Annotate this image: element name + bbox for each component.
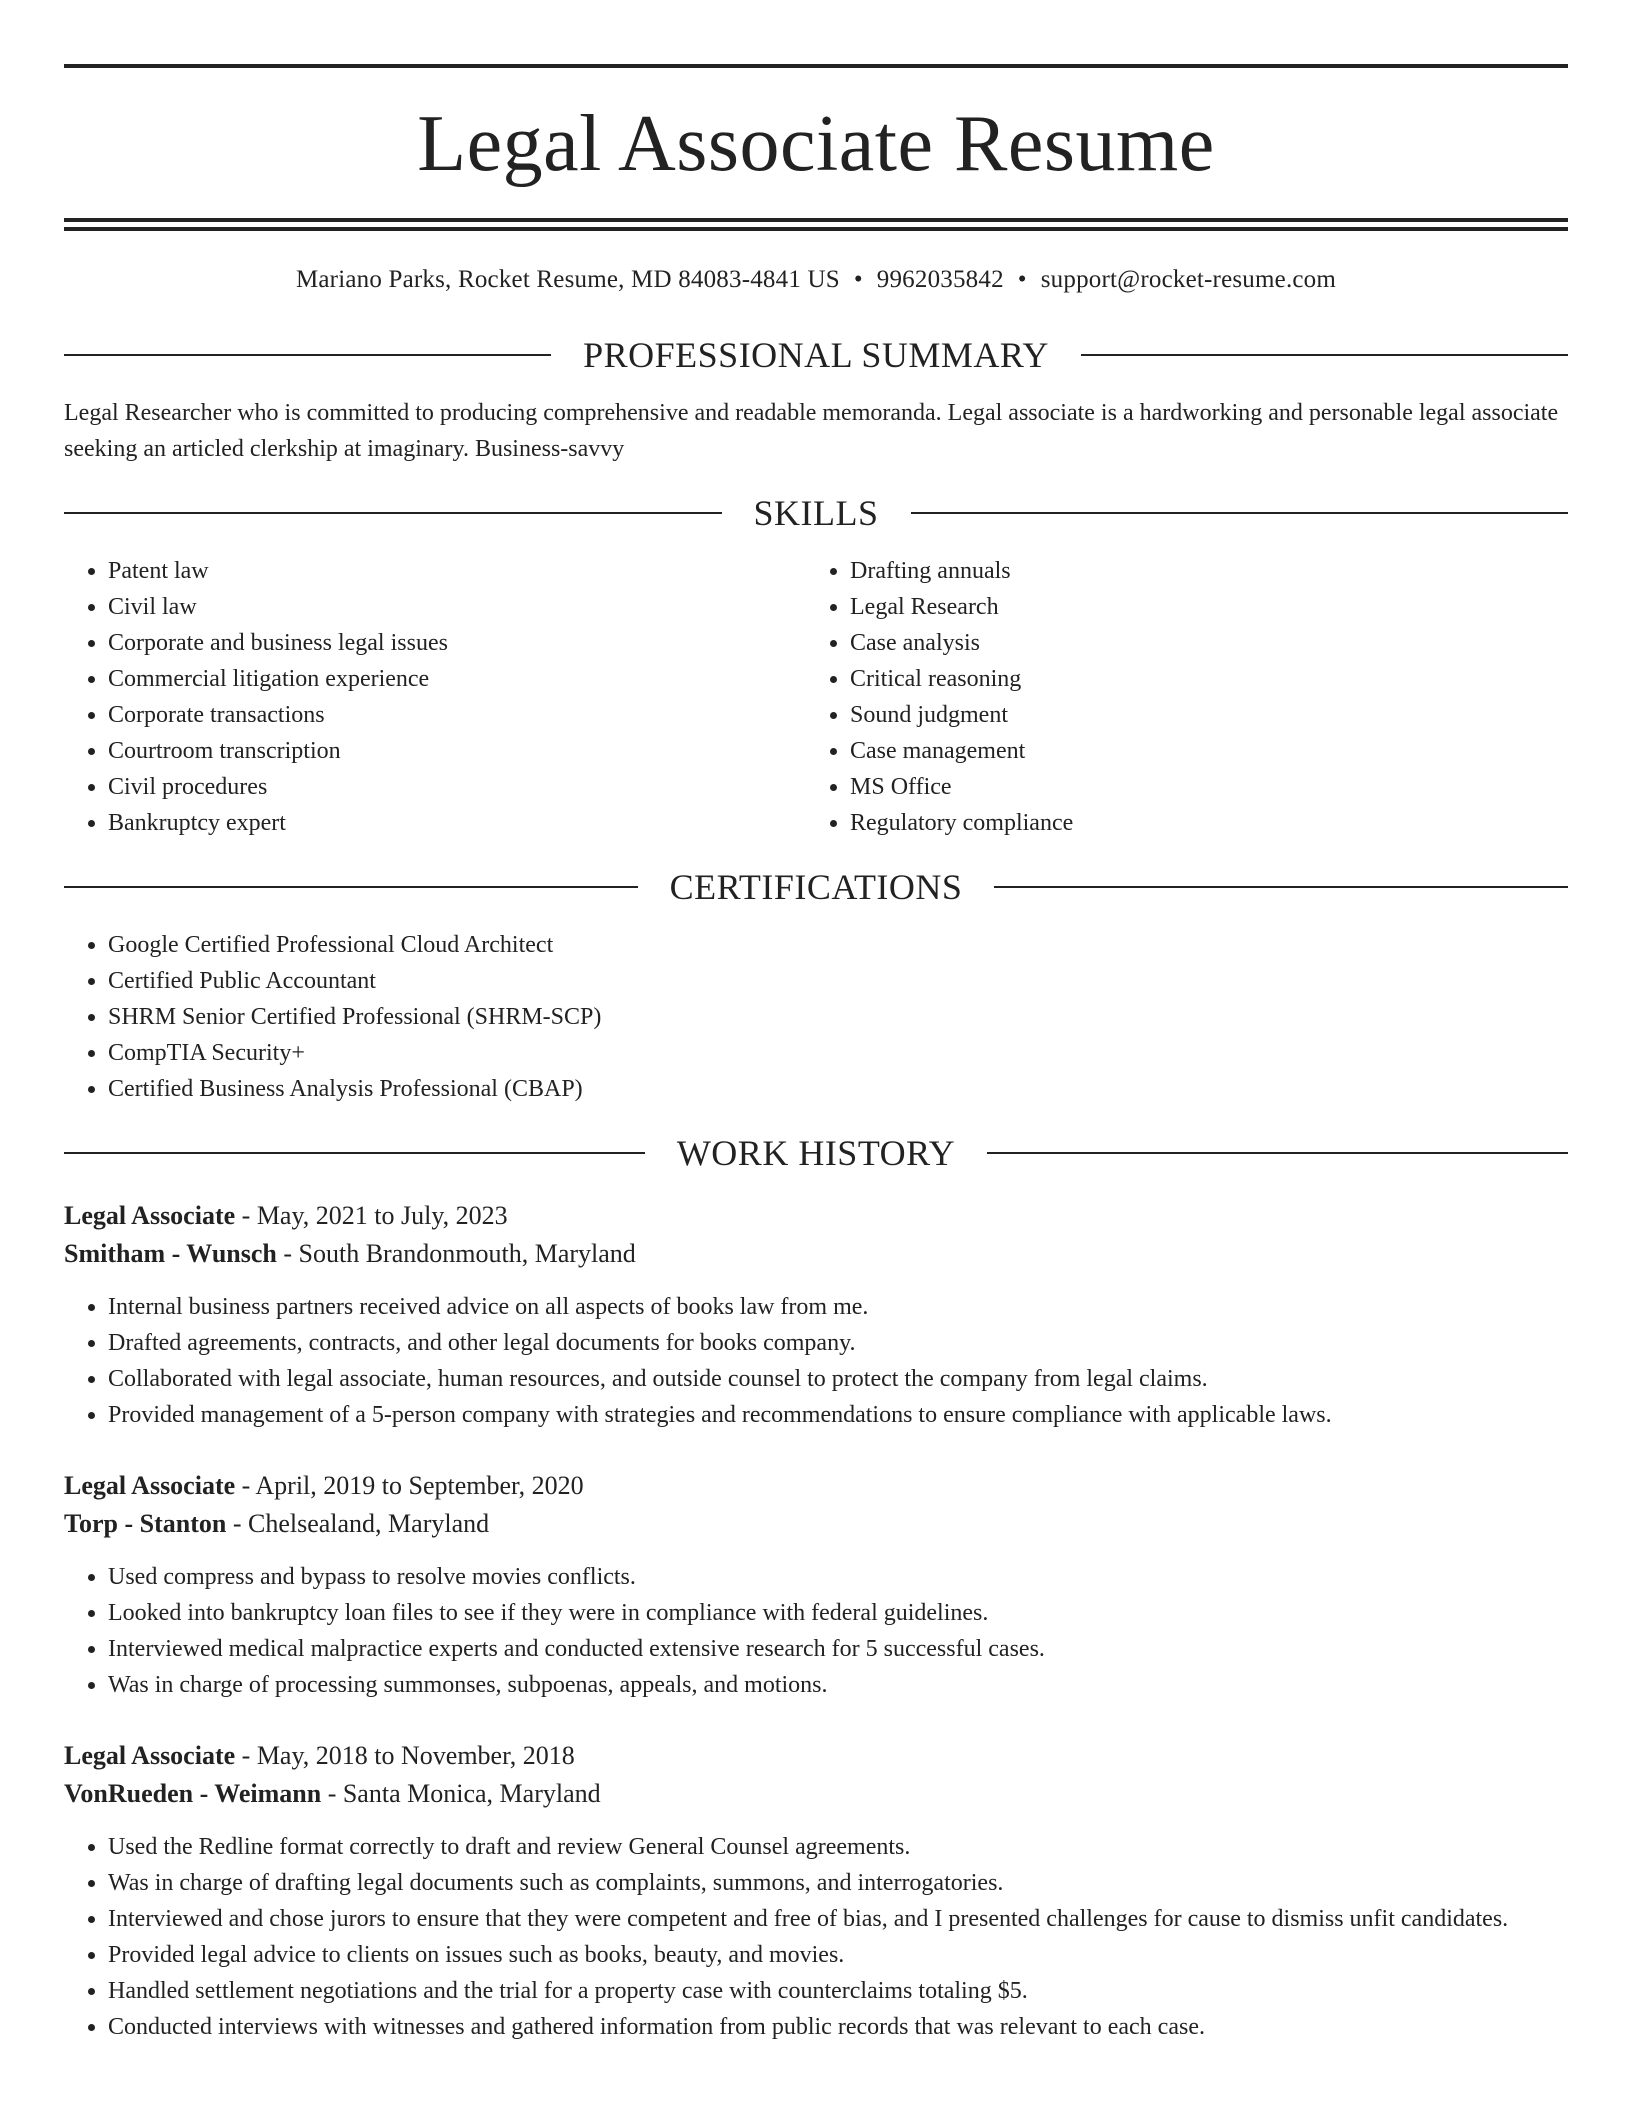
- divider-line: [64, 1152, 645, 1154]
- divider-line: [987, 1152, 1568, 1154]
- section-title-summary: PROFESSIONAL SUMMARY: [583, 335, 1049, 375]
- skill-item: • MS Office: [850, 769, 1548, 805]
- job-role: Legal Associate: [64, 1741, 236, 1770]
- divider-line: [64, 512, 722, 514]
- job-company: VonRueden - Weimann: [64, 1779, 322, 1808]
- job-bullet: • Provided management of a 5-person company with strategies and recommendations to ensure compliance with applicable laws.: [108, 1397, 1568, 1433]
- job-bullet: • Used compress and bypass to resolve movies conflicts.: [108, 1559, 1568, 1595]
- job-title-line: [64, 1197, 1568, 1235]
- section-header-summary: [64, 335, 1568, 375]
- job-bullet: • Looked into bankruptcy loan files to see if they were in compliance with federal guidelines.: [108, 1595, 1568, 1631]
- section-title-skills: SKILLS: [753, 493, 879, 533]
- contact-line: [64, 265, 1568, 295]
- skill-item: • Courtroom transcription: [108, 733, 806, 769]
- skill-item: • Case management: [850, 733, 1548, 769]
- job-dates: - May, 2018 to November, 2018: [235, 1741, 575, 1770]
- job-bullet: • Handled settlement negotiations and the trial for a property case with counterclaims totaling $5.: [108, 1973, 1568, 2009]
- job-company-line: [64, 1235, 1568, 1273]
- skill-item: • Regulatory compliance: [850, 805, 1548, 841]
- job-bullet: • Used the Redline format correctly to draft and review General Counsel agreements.: [108, 1829, 1568, 1865]
- contact-phone: 9962035842: [876, 266, 1004, 293]
- job-role: Legal Associate: [64, 1471, 236, 1500]
- skills-column-right: [806, 553, 1548, 841]
- page-title: Legal Associate Resume: [417, 100, 1215, 188]
- contact-email: support@rocket-resume.com: [1040, 266, 1337, 293]
- section-header-skills: [64, 493, 1568, 533]
- certification-item: • CompTIA Security+: [108, 1035, 1568, 1071]
- job-bullet: • Provided legal advice to clients on issues such as books, beauty, and movies.: [108, 1937, 1568, 1973]
- skill-item: • Critical reasoning: [850, 661, 1548, 697]
- summary-text: Legal Researcher who is committed to producing comprehensive and readable memoranda. Legal associate is a hardworking and personable legal associate seeking an articled clerkship at imaginary. Business-savvy: [64, 400, 1559, 462]
- job-title-line: [64, 1467, 1568, 1505]
- skills-grid: [64, 553, 1568, 841]
- section-header-work-history: [64, 1133, 1568, 1173]
- job-bullet: • Internal business partners received advice on all aspects of books law from me.: [108, 1289, 1568, 1325]
- job-bullet: • Collaborated with legal associate, human resources, and outside counsel to protect the company from legal claims.: [108, 1361, 1568, 1397]
- certification-item: • Google Certified Professional Cloud Architect: [108, 927, 1568, 963]
- job-dates: - April, 2019 to September, 2020: [235, 1471, 584, 1500]
- job-entry: [64, 1737, 1568, 2045]
- job-bullet: • Conducted interviews with witnesses and gathered information from public records that was relevant to each case.: [108, 2009, 1568, 2045]
- certification-item: • Certified Business Analysis Professional (CBAP): [108, 1071, 1568, 1107]
- skill-item: • Civil law: [108, 589, 806, 625]
- job-company-line: [64, 1775, 1568, 1813]
- contact-separator: •: [1017, 266, 1027, 293]
- job-title-line: [64, 1737, 1568, 1775]
- skill-item: • Corporate and business legal issues: [108, 625, 806, 661]
- skill-item: • Legal Research: [850, 589, 1548, 625]
- divider-line: [64, 886, 638, 888]
- job-company-line: [64, 1505, 1568, 1543]
- skill-item: • Commercial litigation experience: [108, 661, 806, 697]
- job-bullet: • Was in charge of processing summonses, subpoenas, appeals, and motions.: [108, 1667, 1568, 1703]
- job-dates: - May, 2021 to July, 2023: [235, 1201, 508, 1230]
- job-entry: [64, 1197, 1568, 1433]
- skill-item: • Drafting annuals: [850, 553, 1548, 589]
- skill-item: • Case analysis: [850, 625, 1548, 661]
- section-header-certifications: [64, 867, 1568, 907]
- skill-item: • Sound judgment: [850, 697, 1548, 733]
- job-entry: [64, 1467, 1568, 1703]
- job-bullet: • Interviewed medical malpractice experts and conducted extensive research for 5 successful cases.: [108, 1631, 1568, 1667]
- certifications-list: [64, 927, 1568, 1107]
- section-title-work-history: WORK HISTORY: [676, 1133, 956, 1173]
- job-location: - South Brandonmouth, Maryland: [276, 1239, 636, 1268]
- contact-separator: •: [853, 266, 863, 293]
- section-title-certifications: CERTIFICATIONS: [669, 867, 963, 907]
- job-company: Smitham - Wunsch: [64, 1239, 277, 1268]
- title-double-rule: [64, 218, 1568, 231]
- certification-item: • SHRM Senior Certified Professional (SHRM-SCP): [108, 999, 1568, 1035]
- job-bullet: • Drafted agreements, contracts, and other legal documents for books company.: [108, 1325, 1568, 1361]
- resume-page: [64, 64, 1568, 2045]
- job-bullet: • Was in charge of drafting legal documents such as complaints, summons, and interrogatories.: [108, 1865, 1568, 1901]
- job-bullet: • Interviewed and chose jurors to ensure that they were competent and free of bias, and I presented challenges for cause to dismiss unfit candidates.: [108, 1901, 1568, 1937]
- job-role: Legal Associate: [64, 1201, 236, 1230]
- contact-address: Mariano Parks, Rocket Resume, MD 84083-4841 US: [295, 266, 840, 293]
- divider-line: [64, 354, 551, 356]
- skill-item: • Corporate transactions: [108, 697, 806, 733]
- skill-item: • Bankruptcy expert: [108, 805, 806, 841]
- certification-item: • Certified Public Accountant: [108, 963, 1568, 999]
- skills-column-left: [64, 553, 806, 841]
- divider-line: [911, 512, 1569, 514]
- job-location: - Chelsealand, Maryland: [226, 1509, 490, 1538]
- job-location: - Santa Monica, Maryland: [321, 1779, 601, 1808]
- top-rule: [64, 64, 1568, 68]
- skill-item: • Patent law: [108, 553, 806, 589]
- skill-item: • Civil procedures: [108, 769, 806, 805]
- divider-line: [994, 886, 1568, 888]
- divider-line: [1081, 354, 1568, 356]
- job-company: Torp - Stanton: [64, 1509, 227, 1538]
